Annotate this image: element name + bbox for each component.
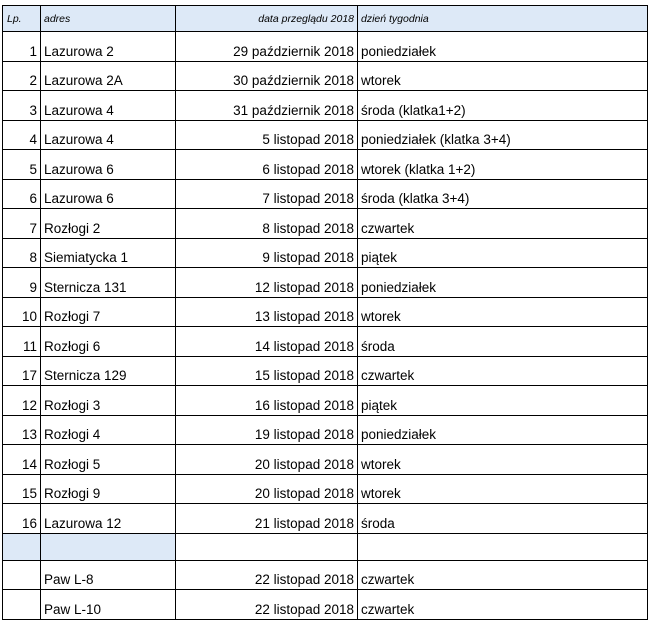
- day-cell[interactable]: poniedziałek: [358, 415, 648, 445]
- day-cell[interactable]: [358, 533, 648, 560]
- day-cell[interactable]: wtorek: [358, 297, 648, 327]
- date-cell[interactable]: 21 listopad 2018: [176, 504, 358, 534]
- lp-cell[interactable]: 4: [3, 120, 41, 150]
- date-cell[interactable]: 14 listopad 2018: [176, 327, 358, 357]
- address-cell[interactable]: Paw L-8: [41, 560, 176, 590]
- header-date[interactable]: data przeglądu 2018: [176, 6, 358, 32]
- address-cell[interactable]: Sternicza 131: [41, 268, 176, 298]
- address-cell[interactable]: Lazurowa 2: [41, 32, 176, 62]
- lp-cell[interactable]: 12: [3, 386, 41, 416]
- table-row: [3, 209, 648, 239]
- table-row: [3, 32, 648, 62]
- table-row: [3, 445, 648, 475]
- header-address[interactable]: adres: [41, 6, 176, 32]
- address-cell[interactable]: Lazurowa 4: [41, 91, 176, 121]
- address-cell[interactable]: Rozłogi 2: [41, 209, 176, 239]
- address-cell[interactable]: Rozłogi 9: [41, 474, 176, 504]
- lp-cell[interactable]: 5: [3, 150, 41, 180]
- header-day[interactable]: dzień tygodnia: [358, 6, 648, 32]
- lp-cell[interactable]: 2: [3, 61, 41, 91]
- day-cell[interactable]: środa (klatka1+2): [358, 91, 648, 121]
- schedule-sheet: [2, 5, 648, 620]
- lp-cell[interactable]: 7: [3, 209, 41, 239]
- table-row: [3, 590, 648, 620]
- table-row: [3, 356, 648, 386]
- address-cell[interactable]: Lazurowa 4: [41, 120, 176, 150]
- table-body: [3, 6, 648, 620]
- spacer-row: [3, 533, 648, 560]
- day-cell[interactable]: środa: [358, 327, 648, 357]
- day-cell[interactable]: wtorek: [358, 474, 648, 504]
- lp-cell[interactable]: 15: [3, 474, 41, 504]
- table-row: [3, 238, 648, 268]
- table-row: [3, 179, 648, 209]
- address-cell[interactable]: Lazurowa 6: [41, 179, 176, 209]
- day-cell[interactable]: wtorek (klatka 1+2): [358, 150, 648, 180]
- day-cell[interactable]: poniedziałek: [358, 32, 648, 62]
- date-cell[interactable]: 22 listopad 2018: [176, 560, 358, 590]
- date-cell[interactable]: 22 listopad 2018: [176, 590, 358, 620]
- date-cell[interactable]: 31 październik 2018: [176, 91, 358, 121]
- address-cell[interactable]: Paw L-10: [41, 590, 176, 620]
- address-cell[interactable]: Rozłogi 7: [41, 297, 176, 327]
- date-cell[interactable]: 9 listopad 2018: [176, 238, 358, 268]
- date-cell[interactable]: 12 listopad 2018: [176, 268, 358, 298]
- day-cell[interactable]: czwartek: [358, 356, 648, 386]
- lp-cell[interactable]: 10: [3, 297, 41, 327]
- address-cell[interactable]: Rozłogi 3: [41, 386, 176, 416]
- day-cell[interactable]: piątek: [358, 386, 648, 416]
- header-row: [3, 6, 648, 32]
- lp-cell[interactable]: [3, 560, 41, 590]
- day-cell[interactable]: wtorek: [358, 445, 648, 475]
- lp-cell[interactable]: 1: [3, 32, 41, 62]
- lp-cell[interactable]: [3, 533, 41, 560]
- date-cell[interactable]: 5 listopad 2018: [176, 120, 358, 150]
- lp-cell[interactable]: 3: [3, 91, 41, 121]
- day-cell[interactable]: poniedziałek: [358, 268, 648, 298]
- lp-cell[interactable]: 16: [3, 504, 41, 534]
- lp-cell[interactable]: [3, 590, 41, 620]
- day-cell[interactable]: poniedziałek (klatka 3+4): [358, 120, 648, 150]
- date-cell[interactable]: 15 listopad 2018: [176, 356, 358, 386]
- address-cell[interactable]: Siemiatycka 1: [41, 238, 176, 268]
- table-row: [3, 386, 648, 416]
- address-cell[interactable]: Lazurowa 6: [41, 150, 176, 180]
- table-row: [3, 91, 648, 121]
- date-cell[interactable]: 16 listopad 2018: [176, 386, 358, 416]
- table-row: [3, 150, 648, 180]
- inspection-schedule-table: [2, 5, 648, 620]
- day-cell[interactable]: czwartek: [358, 209, 648, 239]
- address-cell[interactable]: Rozłogi 6: [41, 327, 176, 357]
- table-row: [3, 504, 648, 534]
- date-cell[interactable]: 29 październik 2018: [176, 32, 358, 62]
- date-cell[interactable]: 6 listopad 2018: [176, 150, 358, 180]
- date-cell[interactable]: [176, 533, 358, 560]
- date-cell[interactable]: 7 listopad 2018: [176, 179, 358, 209]
- address-cell[interactable]: [41, 533, 176, 560]
- date-cell[interactable]: 13 listopad 2018: [176, 297, 358, 327]
- table-row: [3, 297, 648, 327]
- table-row: [3, 327, 648, 357]
- lp-cell[interactable]: 14: [3, 445, 41, 475]
- lp-cell[interactable]: 17: [3, 356, 41, 386]
- table-row: [3, 415, 648, 445]
- day-cell[interactable]: środa: [358, 504, 648, 534]
- address-cell[interactable]: Sternicza 129: [41, 356, 176, 386]
- day-cell[interactable]: piątek: [358, 238, 648, 268]
- address-cell[interactable]: Rozłogi 5: [41, 445, 176, 475]
- day-cell[interactable]: wtorek: [358, 61, 648, 91]
- date-cell[interactable]: 8 listopad 2018: [176, 209, 358, 239]
- date-cell[interactable]: 19 listopad 2018: [176, 415, 358, 445]
- date-cell[interactable]: 20 listopad 2018: [176, 474, 358, 504]
- address-cell[interactable]: Lazurowa 12: [41, 504, 176, 534]
- table-row: [3, 120, 648, 150]
- table-row: [3, 268, 648, 298]
- day-cell[interactable]: środa (klatka 3+4): [358, 179, 648, 209]
- table-row: [3, 61, 648, 91]
- day-cell[interactable]: czwartek: [358, 560, 648, 590]
- lp-cell[interactable]: 8: [3, 238, 41, 268]
- date-cell[interactable]: 30 październik 2018: [176, 61, 358, 91]
- date-cell[interactable]: 20 listopad 2018: [176, 445, 358, 475]
- address-cell[interactable]: Rozłogi 4: [41, 415, 176, 445]
- header-lp[interactable]: Lp.: [3, 6, 41, 32]
- lp-cell[interactable]: 13: [3, 415, 41, 445]
- table-row: [3, 474, 648, 504]
- lp-cell[interactable]: 6: [3, 179, 41, 209]
- table-row: [3, 560, 648, 590]
- lp-cell[interactable]: 9: [3, 268, 41, 298]
- address-cell[interactable]: Lazurowa 2A: [41, 61, 176, 91]
- day-cell[interactable]: czwartek: [358, 590, 648, 620]
- lp-cell[interactable]: 11: [3, 327, 41, 357]
